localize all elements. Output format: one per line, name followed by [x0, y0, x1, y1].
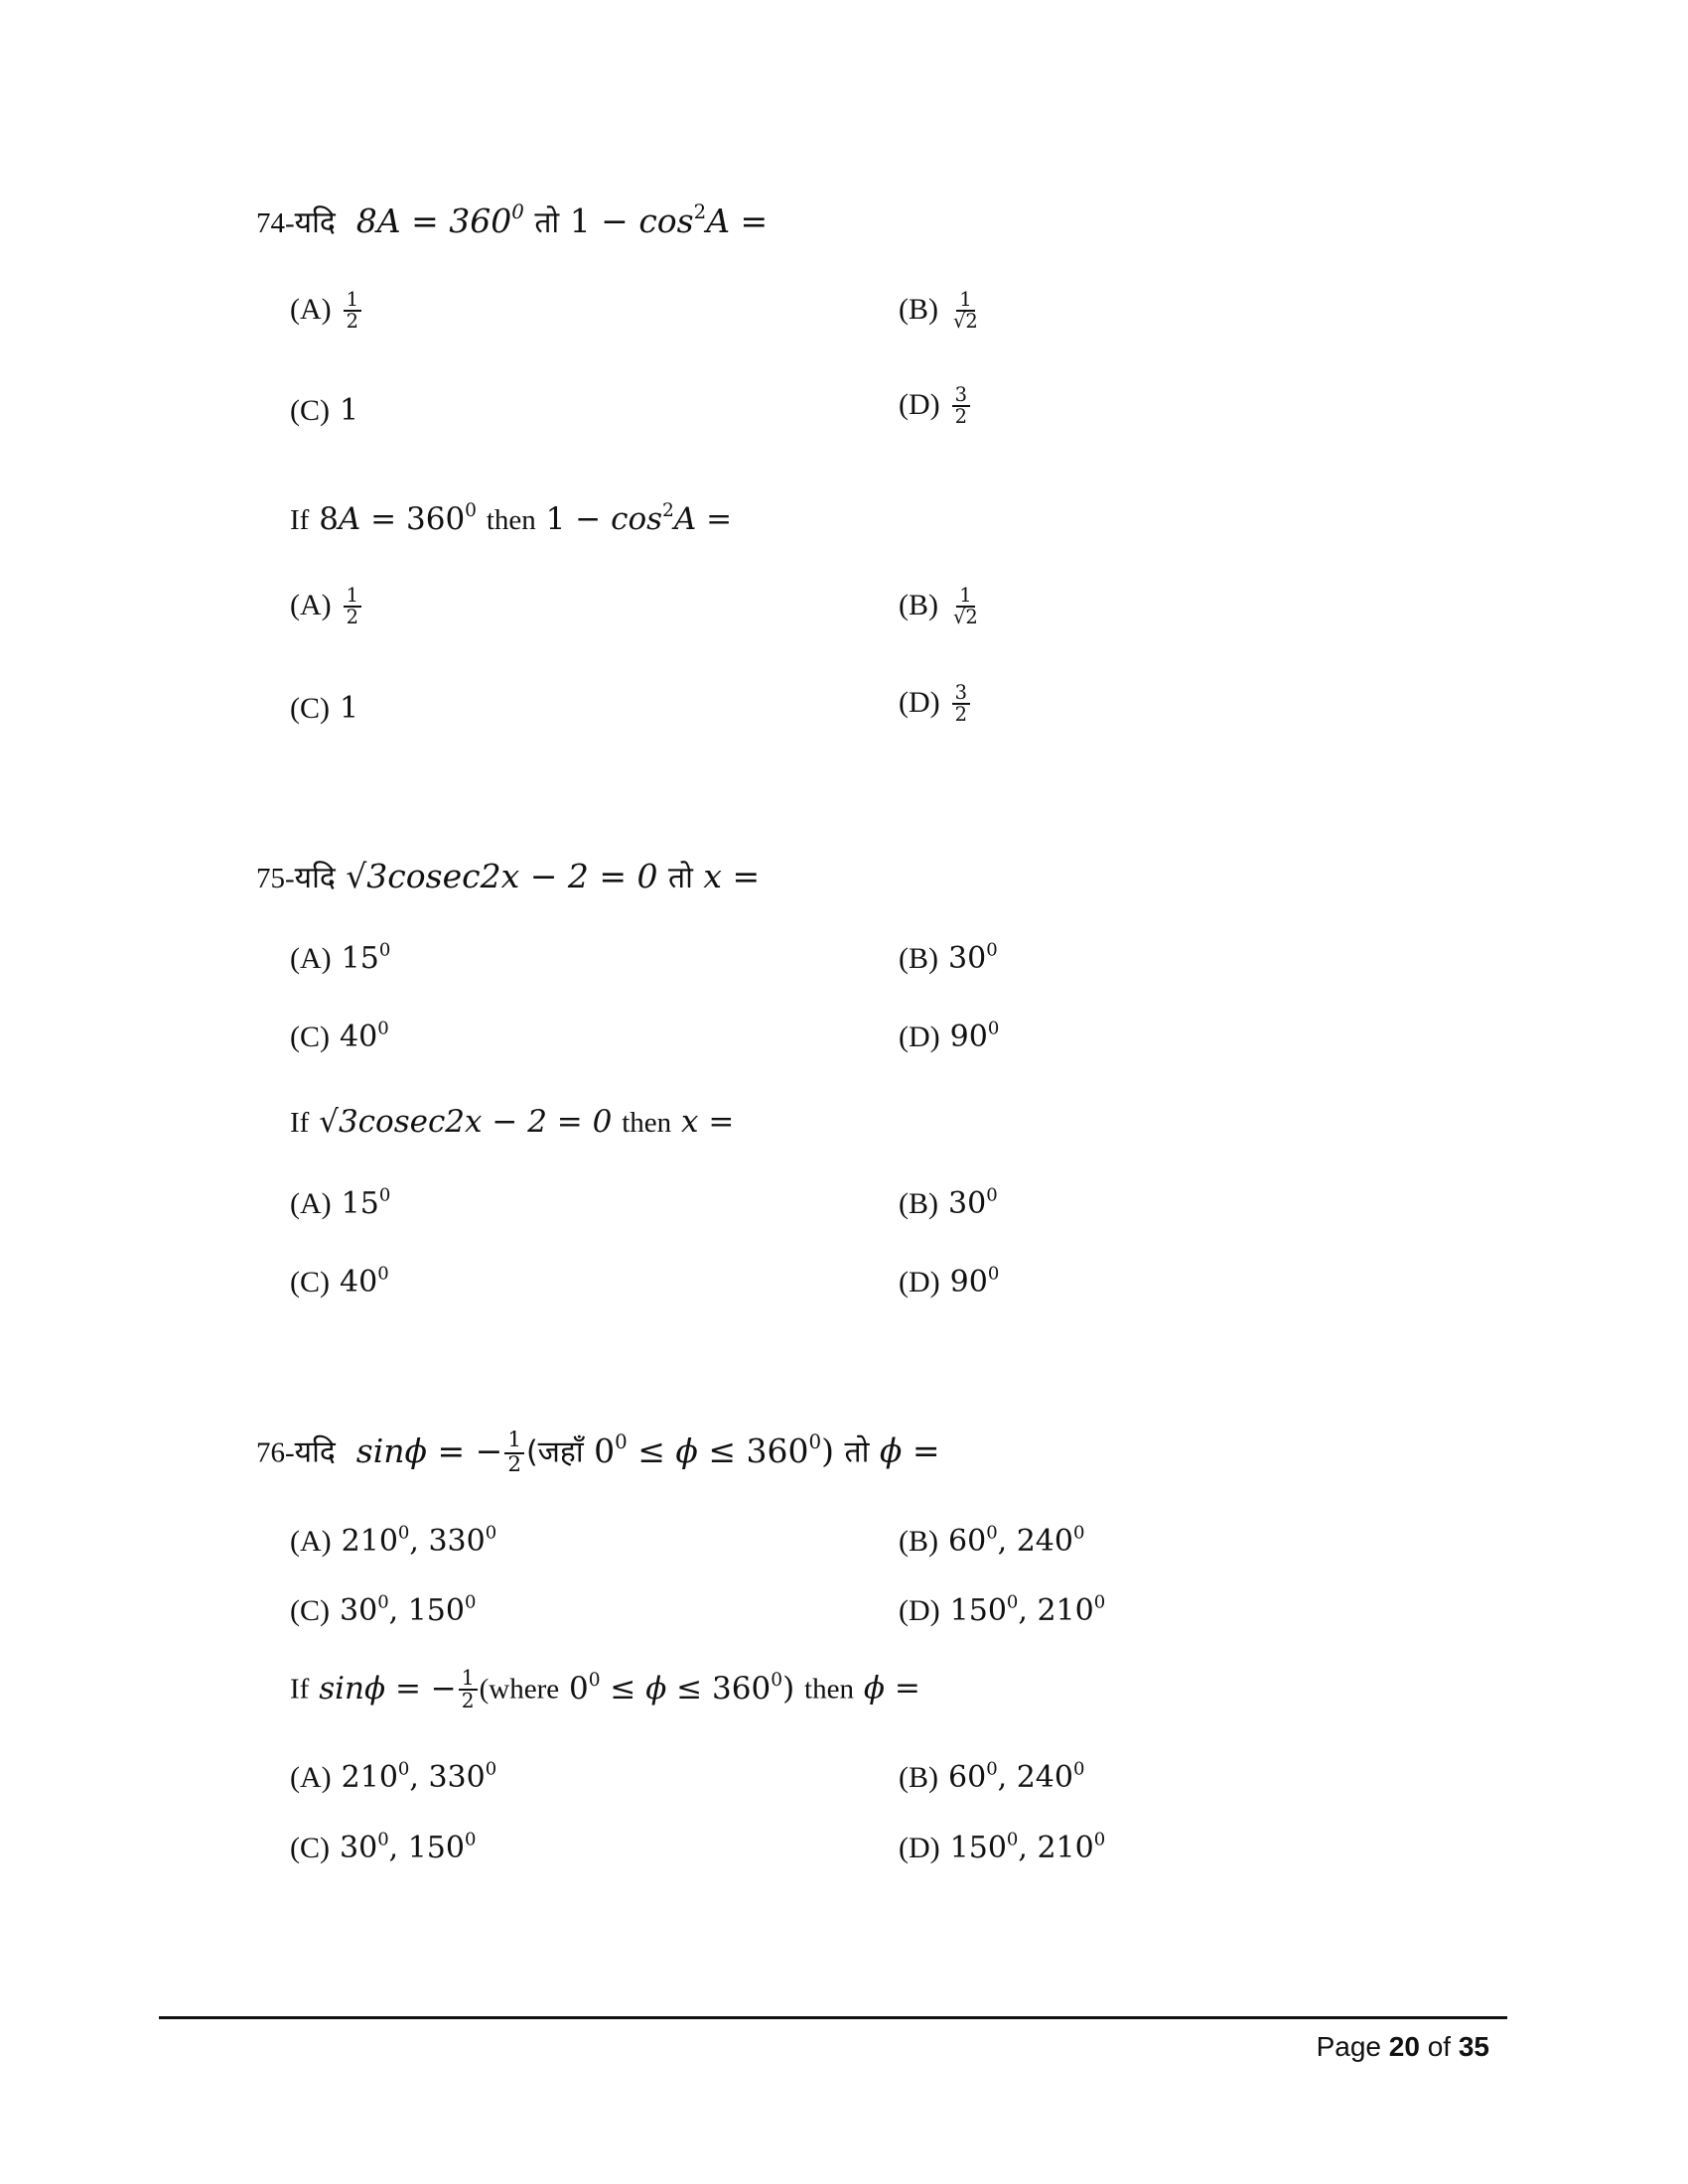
- question-74-hindi: 74-यदि $8A = 360^0$ तो $1 - \cos^2A$ =: [256, 201, 769, 240]
- q74-en-option-a[interactable]: (A) $\frac{1}{2}$: [290, 586, 363, 628]
- q76-en-option-d[interactable]: (D) $150^0$, $210^0$: [899, 1829, 1106, 1865]
- q76-option-c[interactable]: (C) $30^0$, $150^0$: [290, 1591, 477, 1628]
- q76-en-option-c[interactable]: (C) $30^0$, $150^0$: [290, 1829, 477, 1865]
- q76-option-d[interactable]: (D) $150^0$, $210^0$: [899, 1591, 1106, 1628]
- q76-option-a[interactable]: (A) $210^0$, $330^0$: [290, 1522, 497, 1559]
- question-76-english: If sinϕ = − $\frac{1}{2}$ (where $0^0 \le \phi \le 360^0$) then ϕ =: [290, 1666, 920, 1713]
- q75-en-option-a[interactable]: (A) $15^0$: [290, 1184, 391, 1221]
- q76-en-option-a[interactable]: (A) $210^0$, $330^0$: [290, 1758, 497, 1795]
- question-74-english: If $8A = 360^0$ then $1 - \cos^2A$ =: [290, 499, 733, 537]
- q75-option-a[interactable]: (A) $15^0$: [290, 939, 391, 976]
- q75-option-c[interactable]: (C) $40^0$: [290, 1018, 389, 1054]
- q75-en-option-c[interactable]: (C) $40^0$: [290, 1263, 389, 1299]
- question-75-english: If √3cosec2x − 2 = 0 then x =: [290, 1104, 735, 1140]
- q74-option-d[interactable]: (D) $\frac{3}{2}$: [899, 385, 972, 428]
- q75-en-option-d[interactable]: (D) $90^0$: [899, 1263, 1000, 1299]
- q75-option-b[interactable]: (B) $30^0$: [899, 939, 998, 976]
- q75-option-d[interactable]: (D) $90^0$: [899, 1018, 1000, 1054]
- page-number: Page 20 of 35: [1316, 2031, 1489, 2062]
- q74-option-a[interactable]: (A) $\frac{1}{2}$: [290, 290, 363, 333]
- q74-option-c[interactable]: (C) 1: [290, 393, 359, 428]
- q74-en-option-d[interactable]: (D) $\frac{3}{2}$: [899, 683, 972, 726]
- footer-divider: [159, 2016, 1507, 2019]
- q74-en-option-b[interactable]: (B) $\frac{1}{√2}$: [899, 584, 978, 629]
- q76-en-option-b[interactable]: (B) $60^0$, $240^0$: [899, 1758, 1085, 1795]
- q74-en-option-c[interactable]: (C) 1: [290, 691, 359, 726]
- q76-option-b[interactable]: (B) $60^0$, $240^0$: [899, 1522, 1085, 1559]
- q75-en-option-b[interactable]: (B) $30^0$: [899, 1184, 998, 1221]
- question-76-hindi: 76-यदि sinϕ = − $\frac{1}{2}$ (जहाँ $0^0 \le \phi \le 360^0$) तो ϕ =: [256, 1428, 940, 1477]
- q74-option-b[interactable]: (B) $\frac{1}{√2}$: [899, 288, 978, 334]
- question-75-hindi: 75-यदि √3cosec2x − 2 = 0 तो x =: [256, 857, 761, 895]
